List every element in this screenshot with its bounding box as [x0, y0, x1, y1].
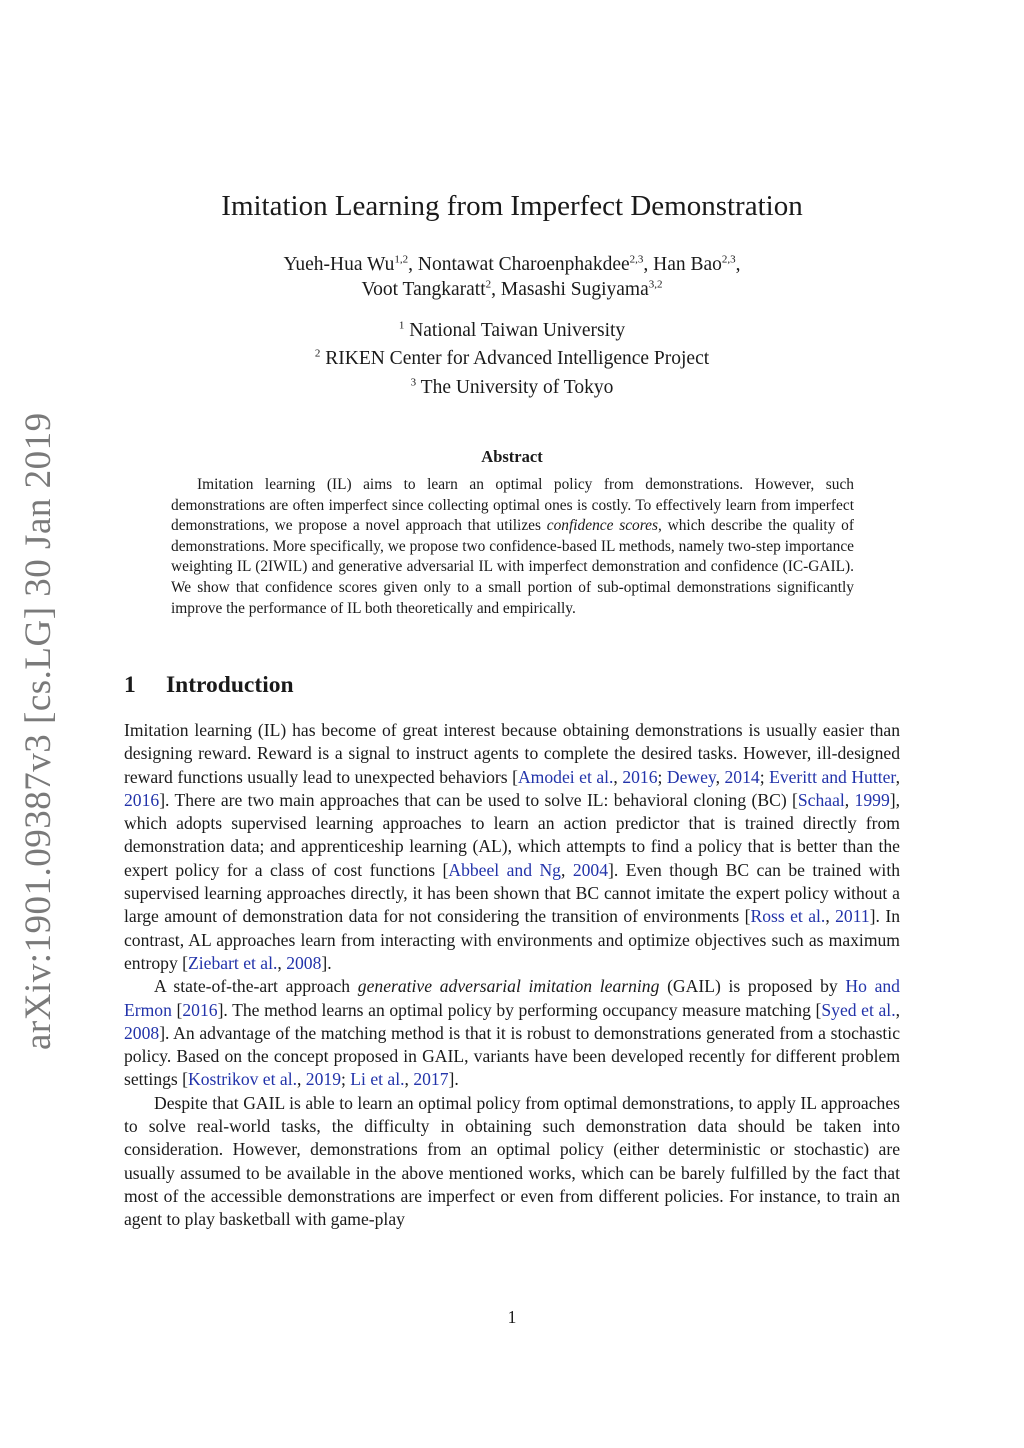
author-affiliation-mark: 3,2 — [648, 278, 663, 291]
author-name: Nontawat Charoenphakdee — [417, 254, 630, 275]
citation-link[interactable]: Ross et al. — [750, 906, 826, 927]
emphasis-text: generative adversarial imitation learning — [357, 976, 660, 997]
citation-link[interactable]: 2014 — [724, 766, 760, 787]
author-list: Yueh-Hua Wu$^{1,2}$, Nontawat Charoenphakdee$^{2,3}$, Han Bao$^{2,3}$, Voot Tangkaratt$^2$, Masashi Sugiyama$^{3,2}$ — [283, 253, 741, 300]
citation-link[interactable]: 2008 — [124, 1022, 160, 1043]
affiliation-number: 2 — [314, 347, 321, 360]
citation-link[interactable]: Li et al. — [350, 1069, 405, 1090]
author-name: Han Bao — [653, 254, 722, 275]
citation-link[interactable]: Schaal — [797, 789, 845, 810]
abstract-emphasis: confidence scores — [546, 517, 658, 535]
affiliation — [0, 348, 1024, 370]
citation-link[interactable]: Dewey — [666, 766, 716, 787]
citation-link[interactable]: 2008 — [286, 952, 322, 973]
affiliation-name: National Taiwan University — [409, 320, 626, 341]
paper-title: Imitation Learning from Imperfect Demonstration — [221, 190, 803, 222]
citation-link[interactable]: Abbeel and Ng — [448, 859, 561, 880]
citation-link[interactable]: 1999 — [854, 789, 890, 810]
citation-link[interactable]: Amodei et al. — [517, 766, 614, 787]
author-name: Masashi Sugiyama — [500, 279, 649, 300]
section-number: 1 — [124, 672, 136, 698]
section-body — [124, 719, 900, 1232]
section-title: Introduction — [166, 672, 294, 698]
citation-link[interactable]: Ho and Ermon — [124, 976, 900, 1020]
author-affiliation-mark: 2 — [485, 278, 492, 291]
paragraph: A state-of-the-art approach generative adversarial imitation learning (GAIL) is proposed by Ho and Ermon [2016]. The method learns an optimal policy by performing occupancy measure matching [Syed et al., 2008]. An advantage of the matching method is that it is robust to demonstrations generated from a stochastic policy. Based on the concept proposed in GAIL, variants have been developed recently for different problem settings [Kostrikov et al., 2019; Li et al., 2017]. — [124, 976, 900, 1090]
abstract-heading: Abstract — [481, 447, 543, 466]
citation-link[interactable]: 2016 — [182, 999, 218, 1020]
citation-link[interactable]: 2019 — [305, 1069, 341, 1090]
citation-link[interactable]: Ziebart et al. — [188, 952, 278, 973]
citation-link[interactable]: 2016 — [622, 766, 658, 787]
citation-link[interactable]: Syed et al. — [821, 999, 896, 1020]
section-heading — [124, 672, 294, 699]
author-name: Voot Tangkaratt — [361, 279, 486, 300]
affiliation-name: The University of Tokyo — [420, 377, 614, 398]
affiliation — [0, 320, 1024, 342]
affiliation — [0, 377, 1024, 399]
author-name: Yueh-Hua Wu — [283, 254, 395, 275]
abstract-text: Imitation learning (IL) aims to learn an optimal policy from demonstrations. However, such demonstrations are often imperfect since collecting optimal ones is costly. To effectively learn from imperfect demonstrations, we propose a novel approach that utilizes confidence scores, which describe the quality of demonstrations. More specifically, we propose two confidence-based IL methods, namely two-step importance weighting IL (2IWIL) and generative adversarial IL with imperfect demonstration and confidence (IC-GAIL). We show that confidence scores given only to a small portion of sub-optimal demonstrations significantly improve the performance of IL both theoretically and empirically. — [171, 476, 854, 617]
author-affiliation-mark: 2,3 — [629, 253, 644, 266]
author-affiliation-mark: 1,2 — [394, 253, 409, 266]
paragraph: Imitation learning (IL) has become of great interest because obtaining demonstrations is usually easier than designing reward. Reward is a signal to instruct agents to complete the desired tasks. However, ill-designed reward functions usually lead to unexpected behaviors [Amodei et al., 2016; Dewey, 2014; Everitt and Hutter, 2016]. There are two main approaches that can be used to solve IL: behavioral cloning (BC) [Schaal, 1999], which adopts supervised learning approaches to learn an action predictor that is trained directly from demonstration data; and apprenticeship learning (AL), which attempts to find a policy that is better than the expert policy for a class of cost functions [Abbeel and Ng, 2004]. Even though BC can be trained with supervised learning approaches directly, it has been shown that BC cannot imitate the expert policy without a large amount of demonstration data for not considering the transition of environments [Ross et al., 2011]. In contrast, AL approaches learn from interacting with environments and optimize objectives such as maximum entropy [Ziebart et al., 2008]. — [124, 720, 901, 973]
page-number: 1 — [507, 1307, 517, 1327]
paragraph: Despite that GAIL is able to learn an optimal policy from optimal demonstrations, to apply IL approaches to solve real-world tasks, the difficulty in obtaining such demonstration data should be taken into consideration. However, demonstrations from an optimal policy (either deterministic or stochastic) are usually assumed to be available in the above mentioned works, which can be barely fulfilled by the fact that most of the accessible demonstrations are imperfect or even from different policies. For instance, to train an agent to play basketball with game-play — [124, 1092, 900, 1230]
citation-link[interactable]: Kostrikov et al. — [188, 1069, 297, 1090]
citation-link[interactable]: Everitt and Hutter — [769, 766, 896, 787]
author-affiliation-mark: 2,3 — [721, 253, 736, 266]
affiliation-number: 1 — [398, 319, 405, 332]
citation-link[interactable]: 2011 — [835, 906, 870, 927]
affiliation-name: RIKEN Center for Advanced Intelligence Project — [325, 348, 710, 369]
citation-link[interactable]: 2017 — [413, 1069, 449, 1090]
citation-link[interactable]: 2004 — [572, 859, 608, 880]
citation-link[interactable]: 2016 — [124, 789, 160, 810]
arxiv-stamp: arXiv:1901.09387v3 [cs.LG] 30 Jan 2019 — [18, 412, 59, 1050]
affiliation-number: 3 — [410, 376, 417, 389]
